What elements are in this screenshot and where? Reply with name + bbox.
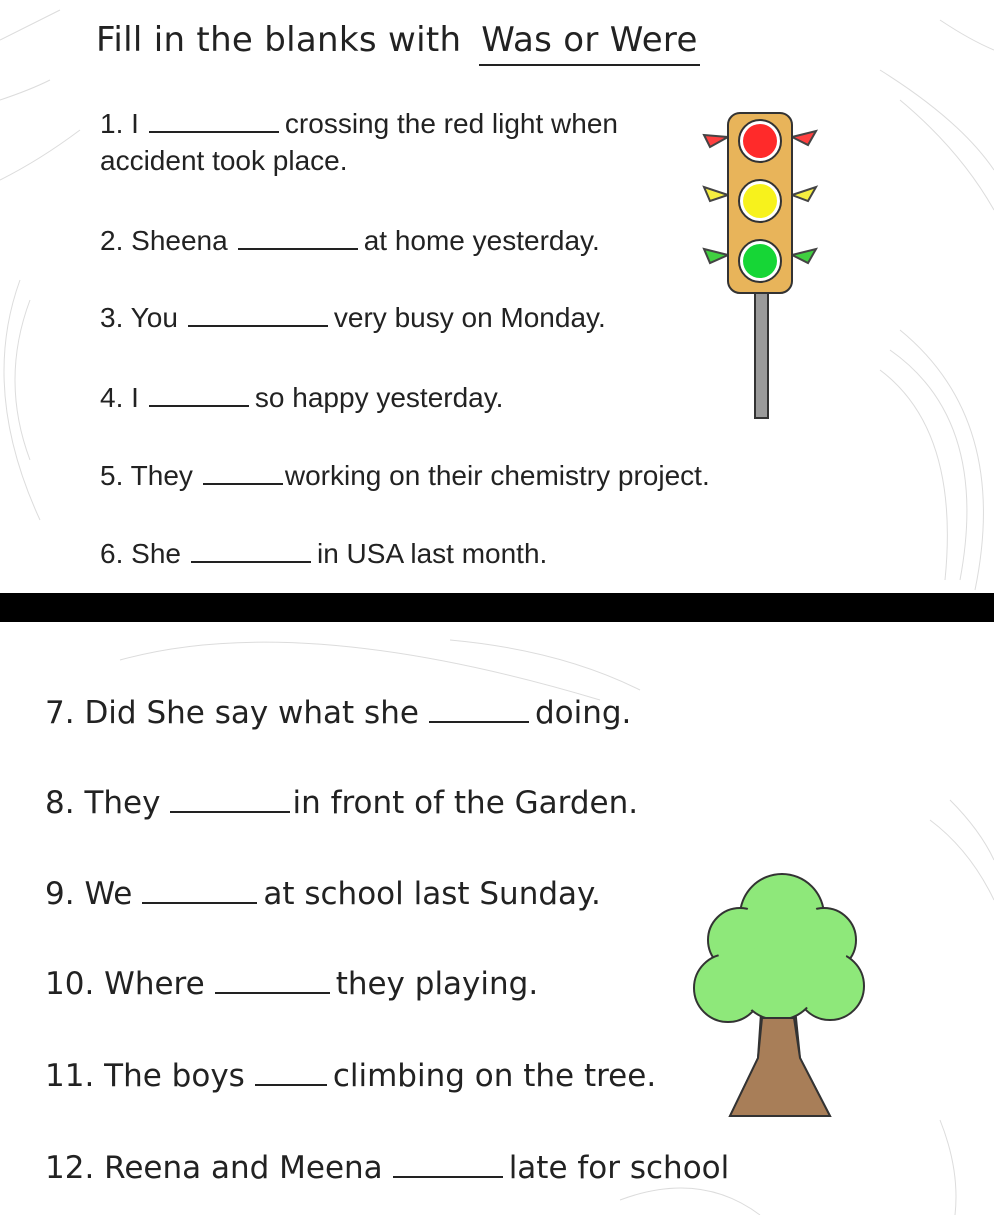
answer-blank[interactable] bbox=[203, 461, 283, 485]
question-text-after: in USA last month. bbox=[316, 538, 548, 569]
question-1-continuation: accident took place. bbox=[100, 145, 348, 176]
red-light-icon bbox=[743, 124, 777, 158]
title-prefix: Fill in the blanks with bbox=[96, 20, 462, 60]
question-number: 6. bbox=[100, 538, 124, 569]
section-divider bbox=[0, 593, 994, 622]
question-number: 9. bbox=[45, 876, 75, 912]
answer-blank[interactable] bbox=[393, 1154, 503, 1178]
question-text-after: at home yesterday. bbox=[363, 225, 600, 256]
question-text-before: Sheena bbox=[131, 225, 228, 256]
question-text-after: they playing. bbox=[335, 966, 539, 1002]
question-5 bbox=[100, 460, 710, 492]
worksheet-title bbox=[96, 20, 700, 60]
question-text-before: We bbox=[84, 876, 133, 912]
question-number: 2. bbox=[100, 225, 124, 256]
question-text-before: Did She say what she bbox=[84, 695, 419, 731]
question-text-before: I bbox=[131, 108, 139, 139]
question-text-before: Reena and Meena bbox=[104, 1150, 383, 1186]
question-4 bbox=[100, 382, 503, 414]
green-light-icon bbox=[743, 244, 777, 278]
question-number: 4. bbox=[100, 382, 124, 413]
yellow-light-icon bbox=[743, 184, 777, 218]
question-text-before: Where bbox=[104, 966, 205, 1002]
question-9 bbox=[45, 876, 601, 912]
question-1 bbox=[100, 108, 618, 140]
answer-blank[interactable] bbox=[238, 226, 358, 250]
question-8 bbox=[45, 785, 638, 821]
question-number: 5. bbox=[100, 460, 124, 491]
question-number: 8. bbox=[45, 785, 75, 821]
traffic-light-illustration bbox=[700, 105, 820, 425]
question-10 bbox=[45, 966, 538, 1002]
question-number: 10. bbox=[45, 966, 95, 1002]
question-text-after: doing. bbox=[534, 695, 632, 731]
answer-blank[interactable] bbox=[429, 699, 529, 723]
question-text-before: You bbox=[130, 302, 178, 333]
question-6 bbox=[100, 538, 547, 570]
question-text-after: crossing the red light when bbox=[284, 108, 618, 139]
question-text-before: They bbox=[130, 460, 193, 491]
answer-blank[interactable] bbox=[255, 1062, 327, 1086]
question-text-after: climbing on the tree. bbox=[332, 1058, 657, 1094]
question-number: 11. bbox=[45, 1058, 95, 1094]
question-number: 12. bbox=[45, 1150, 95, 1186]
title-keyword: Was or Were bbox=[479, 20, 699, 66]
answer-blank[interactable] bbox=[142, 880, 257, 904]
answer-blank[interactable] bbox=[188, 303, 328, 327]
question-text-before: I bbox=[131, 382, 139, 413]
answer-blank[interactable] bbox=[191, 539, 311, 563]
question-7 bbox=[45, 695, 631, 731]
question-text-before: The boys bbox=[104, 1058, 245, 1094]
question-11 bbox=[45, 1058, 656, 1094]
answer-blank[interactable] bbox=[149, 383, 249, 407]
question-number: 7. bbox=[45, 695, 75, 731]
answer-blank[interactable] bbox=[149, 109, 279, 133]
answer-blank[interactable] bbox=[215, 970, 330, 994]
question-12 bbox=[45, 1150, 729, 1186]
question-2 bbox=[100, 225, 600, 257]
question-text-before: She bbox=[131, 538, 181, 569]
question-text-after: at school last Sunday. bbox=[263, 876, 601, 912]
question-text-after: working on their chemistry project. bbox=[284, 460, 710, 491]
question-text-after: so happy yesterday. bbox=[254, 382, 504, 413]
question-text-after: in front of the Garden. bbox=[292, 785, 639, 821]
question-number: 3. bbox=[100, 302, 124, 333]
question-text-after: very busy on Monday. bbox=[333, 302, 606, 333]
question-number: 1. bbox=[100, 108, 124, 139]
question-3 bbox=[100, 302, 606, 334]
traffic-light-pole bbox=[755, 290, 768, 418]
question-text-before: They bbox=[84, 785, 161, 821]
question-text-after: late for school bbox=[508, 1150, 730, 1186]
answer-blank[interactable] bbox=[170, 789, 290, 813]
tree-illustration bbox=[690, 868, 875, 1128]
